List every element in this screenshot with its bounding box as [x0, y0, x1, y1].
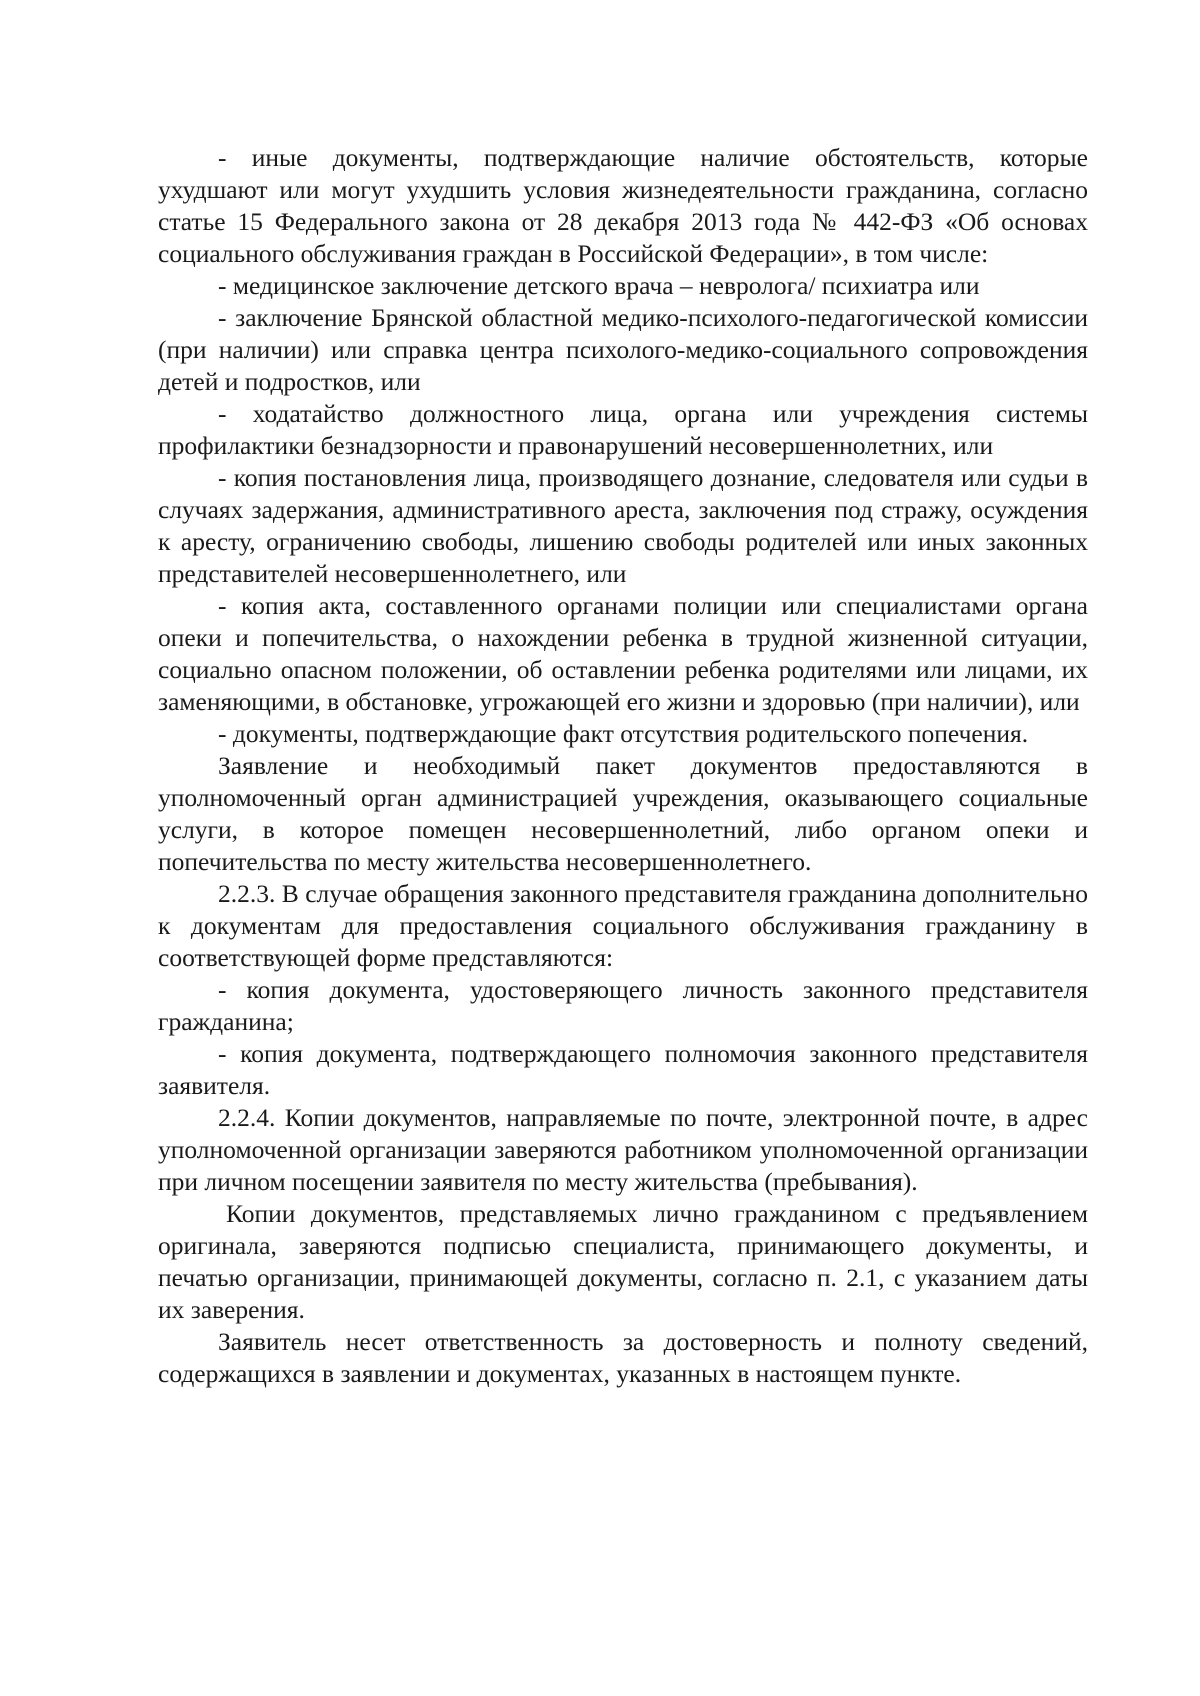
paragraph-copies-certification: Копии документов, представляемых лично гражданином с предъявлением оригинала, заверяются подписью специалиста, принимающего документы, и печатью организации, принимающей документы, согласно п. 2.1, с указанием даты их заверения. — [158, 1199, 1088, 1324]
document-page — [158, 142, 1088, 1390]
paragraph-2-2-3: 2.2.3. В случае обращения законного представителя гражданина дополнительно к документам для предоставления социального обслуживания гражданину в соответствующей форме представляются: — [158, 879, 1088, 972]
paragraph-act-copy: - копия акта, составленного органами полиции или специалистами органа опеки и попечительства, о нахождении ребенка в трудной жизненной ситуации, социально опасном положении, об оставлении ребенка родителями или лицами, их заменяющими, в обстановке, угрожающей его жизни и здоровью (при наличии), или — [158, 591, 1088, 716]
paragraph-identity-document: - копия документа, удостоверяющего личность законного представителя гражданина; — [158, 975, 1088, 1036]
paragraph-authority-document: - копия документа, подтверждающего полномочия законного представителя заявителя. — [158, 1039, 1088, 1100]
paragraph-absence-of-care: - документы, подтверждающие факт отсутствия родительского попечения. — [218, 719, 1029, 748]
paragraph-2-2-4: 2.2.4. Копии документов, направляемые по почте, электронной почте, в адрес уполномоченной организации заверяются работником уполномоченной организации при личном посещении заявителя по месту жительства (пребывания). — [158, 1103, 1088, 1196]
paragraph-resolution-copy: - копия постановления лица, производящего дознание, следователя или судьи в случаях задержания, административного ареста, заключения под стражу, осуждения к аресту, ограничению свободы, лишению свободы родителей или иных законных представителей несовершеннолетнего, или — [158, 463, 1088, 588]
paragraph-petition: - ходатайство должностного лица, органа или учреждения системы профилактики безнадзорности и правонарушений несовершеннолетних, или — [158, 399, 1088, 460]
paragraph-commission-conclusion: - заключение Брянской областной медико-психолого-педагогической комиссии (при наличии) или справка центра психолого-медико-социального сопровождения детей и подростков, или — [158, 303, 1088, 396]
paragraph-application-package: Заявление и необходимый пакет документов предоставляются в уполномоченный орган администрацией учреждения, оказывающего социальные услуги, в которое помещен несовершеннолетний, либо органом опеки и попечительства по месту жительства несовершеннолетнего. — [158, 751, 1088, 876]
paragraph-medical-conclusion: - медицинское заключение детского врача – невролога/ психиатра или — [218, 271, 980, 300]
paragraph-applicant-responsibility: Заявитель несет ответственность за достоверность и полноту сведений, содержащихся в заявлении и документах, указанных в настоящем пункте. — [158, 1327, 1088, 1388]
paragraph-other-documents: - иные документы, подтверждающие наличие обстоятельств, которые ухудшают или могут ухудшить условия жизнедеятельности гражданина, согласно статье 15 Федерального закона от 28 декабря 2013 года № 442-ФЗ «Об основах социального обслуживания граждан в Российской Федерации», в том числе: — [158, 143, 1088, 268]
